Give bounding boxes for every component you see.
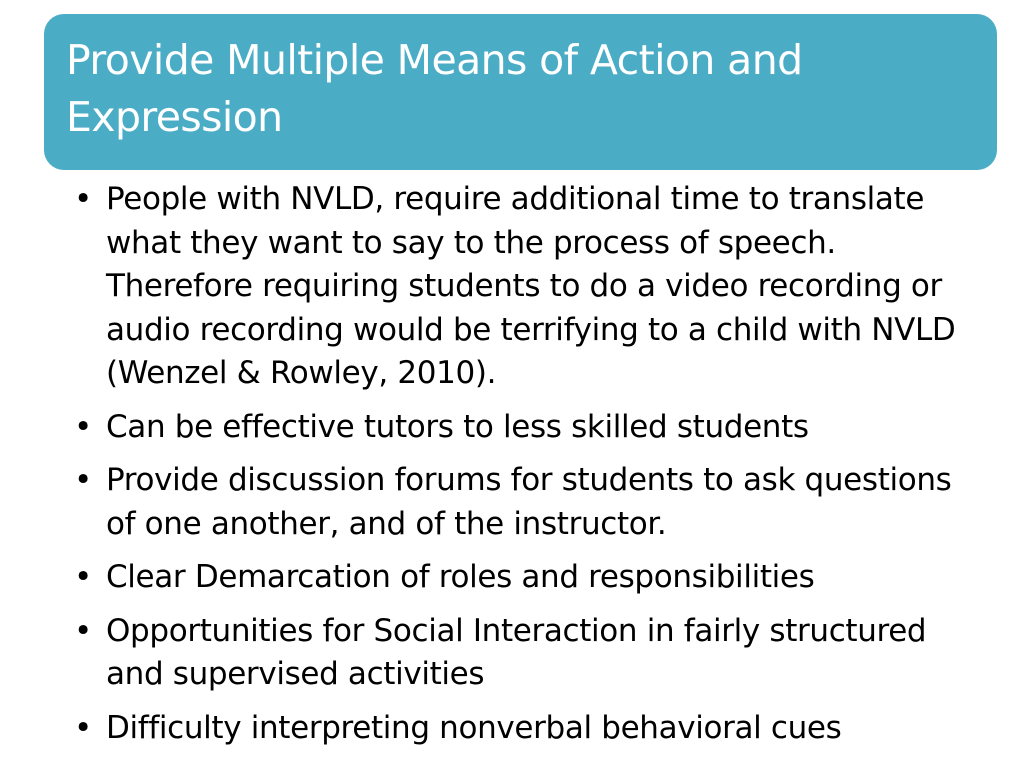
bullet-text: Difficulty interpreting nonverbal behavioral cues	[106, 709, 842, 746]
bullet-list	[74, 178, 974, 760]
bullet-item	[74, 406, 974, 450]
bullet-item	[74, 178, 974, 396]
bullet-dot-icon: •	[74, 612, 92, 649]
bullet-text: Can be effective tutors to less skilled students	[106, 408, 809, 445]
bullet-item	[74, 610, 974, 697]
bullet-dot-icon: •	[74, 559, 92, 595]
bullet-dot-icon: •	[74, 408, 92, 445]
bullet-text: People with NVLD, require additional time to translate what they want to say to the process of speech. Therefore requiring students to do a video recording or audio recording would be terrifying to a child with NVLD (Wenzel & Rowley, 2010).	[106, 181, 956, 391]
bullet-dot-icon: •	[74, 462, 92, 498]
bullet-item	[74, 556, 974, 600]
bullet-text: Clear Demarcation of roles and responsibilities	[106, 559, 815, 595]
slide-title: Provide Multiple Means of Action and Expression	[66, 36, 803, 141]
title-bar	[44, 14, 997, 170]
bullet-item	[74, 707, 974, 751]
bullet-dot-icon: •	[74, 709, 92, 746]
bullet-dot-icon: •	[74, 181, 92, 217]
bullet-item	[74, 459, 974, 546]
bullet-text: Opportunities for Social Interaction in fairly structured and supervised activities	[106, 612, 927, 692]
bullet-text: Provide discussion forums for students to ask questions of one another, and of the instructor.	[106, 462, 952, 542]
